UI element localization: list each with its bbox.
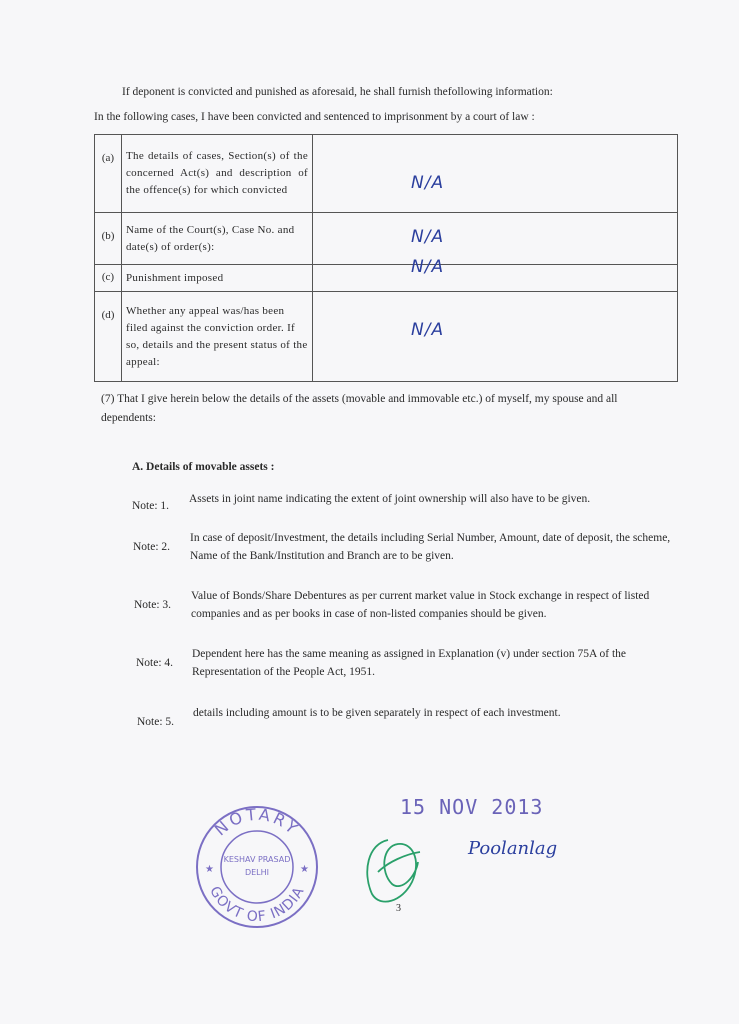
note-text: In case of deposit/Investment, the details including Serial Number, Amount, date of deposit, the scheme, Name of the Bank/Institution and Branch are to be given. [190,532,671,562]
row-label: (b) [95,213,122,265]
handwritten-value: N/A [411,227,445,247]
intro-line-2: In the following cases, I have been convicted and sentenced to imprisonment by a court of law : [94,111,535,123]
intro-line-1: If deponent is convicted and punished as aforesaid, he shall furnish thefollowing information: [122,86,553,98]
svg-text:GOVT OF INDIA [206,884,308,925]
note-text: Dependent here has the same meaning as assigned in Explanation (v) under section 75A of the Representation of the People Act, 1951. [192,648,626,678]
handwritten-value: N/A [411,257,445,277]
seal-top-text: NOTARY [210,804,304,840]
note-label: Note: 3. [134,599,172,611]
svg-text:★: ★ [205,864,214,875]
para7-line-2: dependents: [101,412,156,424]
handwritten-value: N/A [411,320,445,340]
svg-text:NOTARY [211,805,304,840]
handwritten-signature: Poolanlag [468,838,558,859]
table-row [95,213,678,265]
row-description: The details of cases, Section(s) of the concerned Act(s) and description of the offence(s) for which convicted [122,135,313,213]
seal-city: DELHI [244,868,270,877]
para7-line-1: (7) That I give herein below the details of the assets (movable and immovable etc.) of myself, my spouse and all [101,393,618,405]
note-text: details including amount is to be given separately in respect of each investment. [193,707,561,719]
page-number: 3 [396,903,401,914]
note-text: Value of Bonds/Share Debentures as per current market value in Stock exchange in respect of listed companies and as per books in case of non-listed companies should be given. [191,590,650,620]
row-description: Name of the Court(s), Case No. and date(s) of order(s): [122,213,313,265]
section-heading: A. Details of movable assets : [132,461,275,473]
row-label: (d) [95,292,122,382]
date-stamp: 15 NOV 2013 [400,795,544,819]
svg-text:★: ★ [300,864,309,875]
seal-name: KESHAV PRASAD [223,855,291,864]
table-row [95,292,678,382]
handwritten-value: N/A [411,173,445,193]
notary-seal-icon [192,802,322,932]
row-label: (a) [95,135,122,213]
note-label: Note: 5. [137,716,175,728]
table-row [95,265,678,292]
row-label: (c) [95,265,122,292]
seal-bottom-text: GOVT OF INDIA [206,883,308,926]
convictions-table [94,134,678,382]
note-label: Note: 4. [136,657,174,669]
note-text: Assets in joint name indicating the extent of joint ownership will also have to be given. [189,493,591,505]
note-label: Note: 2. [133,541,171,553]
note-label: Note: 1. [132,500,170,512]
row-description: Punishment imposed [122,265,313,292]
row-description: Whether any appeal was/has been filed against the conviction order. If so, details and the present status of the appeal: [122,292,313,382]
green-signature-icon [358,832,428,912]
table-row [95,135,678,213]
